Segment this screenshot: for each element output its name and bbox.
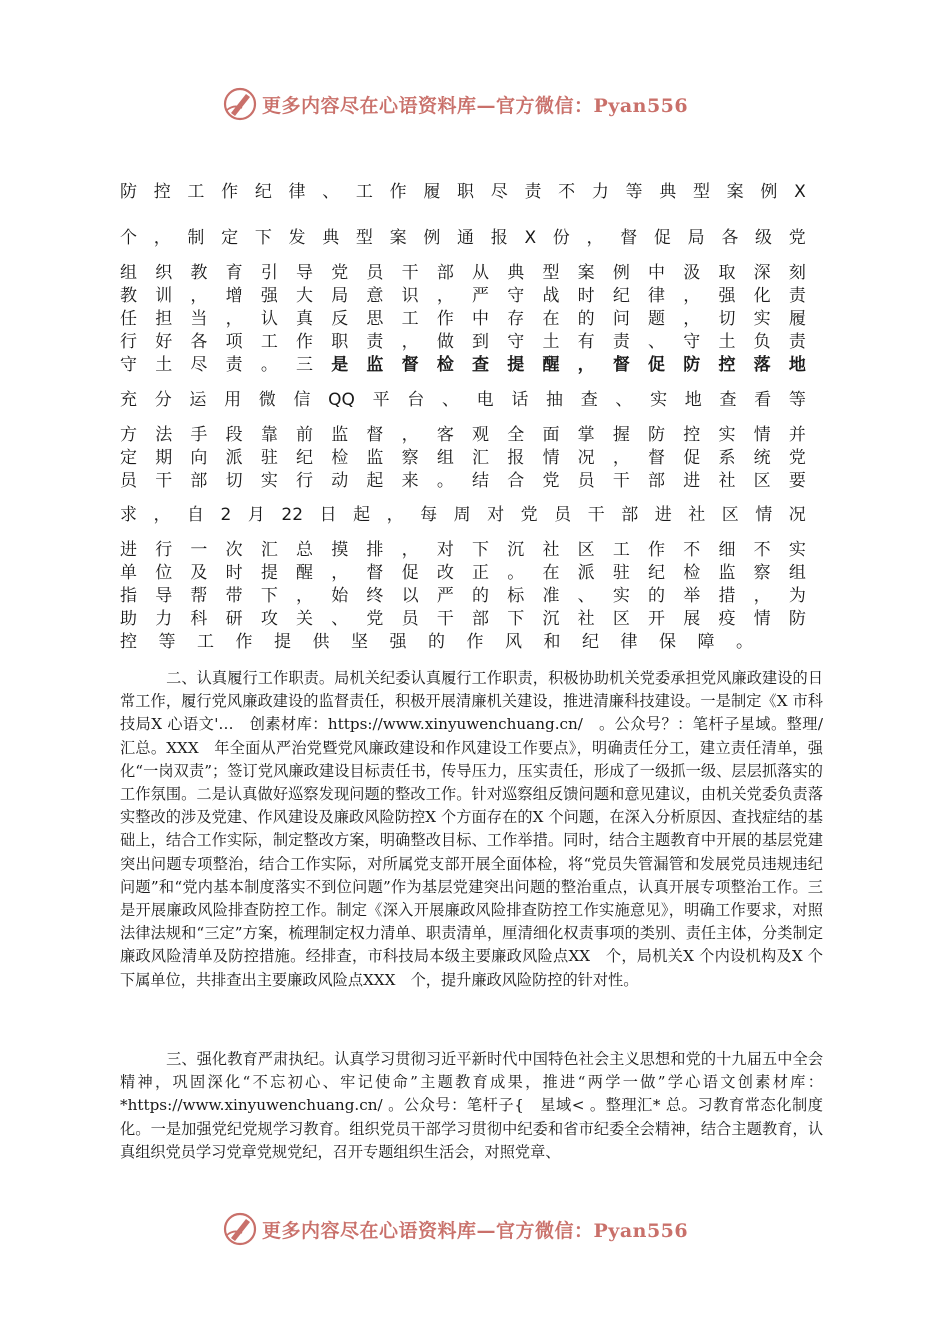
text-line: 进 行 一 次 汇 总 摸 排 ， 对 下 沉 社 区 工 作 不 细 不 实 xyxy=(120,540,806,560)
text-line: 充 分 运 用 微 信 QQ 平 台 、 电 话 抽 查 、 实 地 查 看 等 xyxy=(120,390,806,410)
text-line: 定 期 向 派 驻 纪 检 监 察 组 汇 报 情 况 ， 督 促 系 统 党 xyxy=(120,448,806,468)
text-line: 指 导 帮 带 下 ， 始 终 以 严 的 标 准 、 实 的 举 措 ， 为 xyxy=(120,586,806,606)
spaced-text-block xyxy=(120,181,806,204)
text-line: 个 ， 制 定 下 发 典 型 案 例 通 报 X 份 ， 督 促 局 各 级 党 xyxy=(120,228,806,248)
text-line: 员 干 部 切 实 行 动 起 来 。 结 合 党 员 干 部 进 社 区 要 xyxy=(120,471,806,491)
text-line: 单 位 及 时 提 醒 ， 督 促 改 正 。 在 派 驻 纪 检 监 察 组 xyxy=(120,563,806,583)
banner-text: 更多内容尽在心语资料库—官方微信：Pyan556 xyxy=(262,1219,689,1242)
pen-logo-icon xyxy=(222,86,258,122)
text-line: 防 控 工 作 纪 律 、 工 作 履 职 尽 责 不 力 等 典 型 案 例 X xyxy=(120,182,806,202)
spaced-text-block xyxy=(120,389,806,412)
spaced-text-block xyxy=(120,504,806,527)
body-paragraph xyxy=(120,1048,823,1164)
text-line: 方 法 手 段 靠 前 监 督 ， 客 观 全 面 掌 握 防 控 实 情 并 xyxy=(120,425,806,445)
spaced-text-block xyxy=(120,262,806,377)
banner-text: 更多内容尽在心语资料库—官方微信：Pyan556 xyxy=(262,94,689,117)
text-line: 任 担 当 ， 认 真 反 思 工 作 中 存 在 的 问 题 ， 切 实 履 xyxy=(120,309,806,329)
header-banner xyxy=(222,86,742,122)
pen-logo-icon xyxy=(222,1211,258,1247)
text-line: 求 ， 自 2 月 22 日 起 ， 每 周 对 党 员 干 部 进 社 区 情 况 xyxy=(120,505,806,525)
text-line: 守 土 尽 责 。 三 是 监 督 检 查 提 醒 ， 督 促 防 控 落 地 xyxy=(120,355,806,375)
text-line: 行 好 各 项 工 作 职 责 ， 做 到 守 土 有 责 、 守 土 负 责 xyxy=(120,332,806,352)
spaced-text-block xyxy=(120,227,806,250)
paragraph-text: 二、认真履行工作职责。局机关纪委认真履行工作职责，积极协助机关党委承担党风廉政建设的日常工作，履行党风廉政建设的监督责任，积极开展清廉机关建设，推进清廉科技建设。一是制定《X 市科技局X 心语文'… 创素材库：https://www.xinyuwenchuang.cn/ 。公众号？：笔杆子星域。整理/ 汇总。XXX 年全面从严治党暨党风廉政建设和作风建设工作要点》，明确责任分工，建立责任清单，强化“一岗双责”；签订党风廉政建设目标责任书，传导压力，压实责任，形成了一级抓一级、层层抓落实的工作氛围。二是认真做好巡察发现问题的整改工作。针对巡察组反馈问题和意见建议，由机关党委负责落实整改的涉及党建、作风建设及廉政风险防控X 个方面存在的X 个问题，在深入分析原因、查找症结的基础上，结合工作实际，制定整改方案，明确整改目标、工作举措。同时，结合主题教育中开展的基层党建突出问题专项整治，结合工作实际，对所属党支部开展全面体检，将“党员失管漏管和发展党员违规违纪问题”和“党内基本制度落实不到位问题”作为基层党建突出问题的整治重点，认真开展专项整治工作。三是开展廉政风险排查防控工作。制定《深入开展廉政风险排查防控工作实施意见》，明确工作要求，对照法律法规和“三定”方案，梳理制定权力清单、职责清单，厘清细化权责事项的类别、责任主体，分类制定廉政风险清单及防控措施。经排查，市科技局本级主要廉政风险点XX 个，局机关X 个内设机构及X 个下属单位，共排查出主要廉政风险点XXX 个，提升廉政风险防控的针对性。 xyxy=(120,669,839,989)
spaced-text-block xyxy=(120,539,806,654)
body-paragraph xyxy=(120,667,839,992)
text-line: 助 力 科 研 攻 关 、 党 员 干 部 下 沉 社 区 开 展 疫 情 防 xyxy=(120,609,806,629)
footer-banner xyxy=(222,1211,742,1247)
text-line: 控 等 工 作 提 供 坚 强 的 作 风 和 纪 律 保 障 。 xyxy=(120,632,753,652)
text-line: 教 训 ， 增 强 大 局 意 识 ， 严 守 战 时 纪 律 ， 强 化 责 xyxy=(120,286,806,306)
text-line: 组 织 教 育 引 导 党 员 干 部 从 典 型 案 例 中 汲 取 深 刻 xyxy=(120,263,806,283)
paragraph-text: 三、强化教育严肃执纪。认真学习贯彻习近平新时代中国特色社会主义思想和党的十九届五中全会精神，巩固深化“不忘初心、牢记使命”主题教育成果，推进“两学一做”学心语文创素材库：*https://www.xinyuwenchuang.cn/ 。公众号：笔杆子{ 星域< 。整理汇* 总。习教育常态化制度化。一是加强党纪党规学习教育。组织党员干部学习贯彻中纪委和省市纪委全会精神，结合主题教育，认真组织党员学习党章党规党纪，召开专题组织生活会，对照党章、 xyxy=(120,1050,823,1161)
spaced-text-block xyxy=(120,424,806,493)
